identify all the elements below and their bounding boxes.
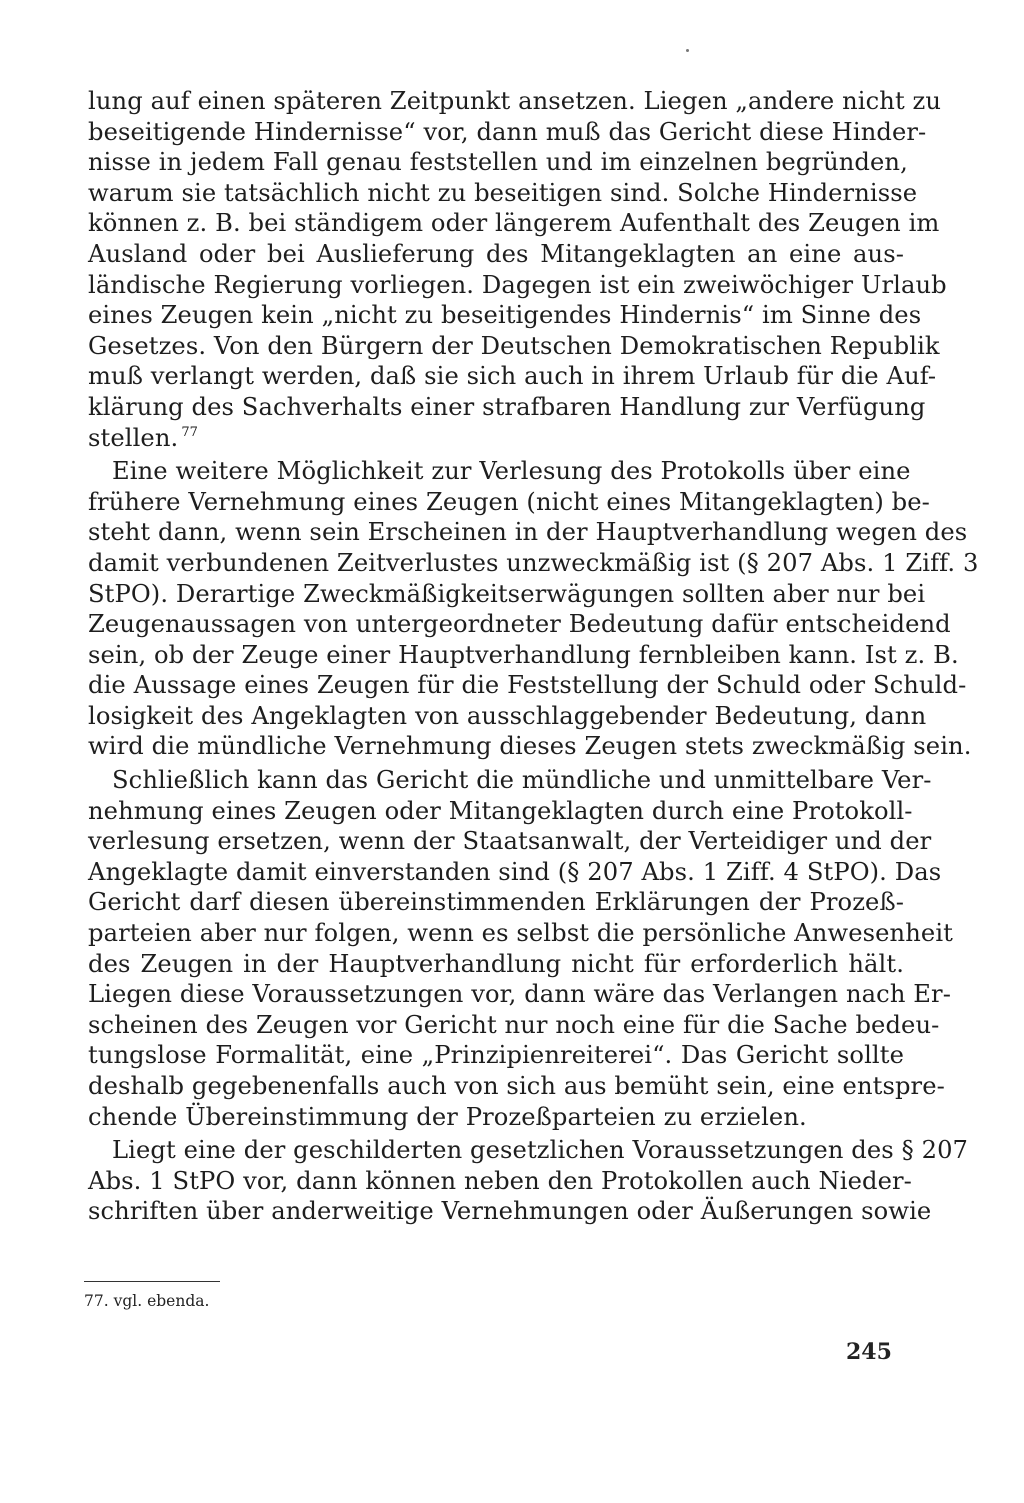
text-line: Ausland oder bei Auslieferung des Mitangeklagten an eine aus-: [88, 239, 904, 268]
text-line: klärung des Sachverhalts einer strafbaren Handlung zur Verfügung: [88, 392, 926, 421]
paragraph: [88, 86, 947, 453]
paragraph: [88, 1135, 969, 1227]
text-line: parteien aber nur folgen, wenn es selbst die persönliche Anwesenheit: [88, 919, 953, 948]
text-line: StPO). Derartige Zweckmäßigkeitserwägungen sollten aber nur bei: [88, 579, 926, 608]
text-line: ländische Regierung vorliegen. Dagegen ist ein zweiwöchiger Urlaub: [88, 270, 947, 299]
text-line: losigkeit des Angeklagten von ausschlaggebender Bedeutung, dann: [88, 701, 927, 730]
text-line: muß verlangt werden, daß sie sich auch in ihrem Urlaub für die Auf-: [88, 362, 937, 391]
text-line: die Aussage eines Zeugen für die Feststellung der Schuld oder Schuld-: [88, 671, 967, 700]
text-line: eines Zeugen kein „nicht zu beseitigendes Hindernis“ im Sinne des: [88, 301, 922, 330]
text-line: beseitigende Hindernisse“ vor, dann muß das Gericht diese Hinder-: [88, 117, 927, 146]
footnote: 77. vgl. ebenda.: [84, 1292, 210, 1310]
text-line: stellen.: [88, 423, 179, 452]
text-line: warum sie tatsächlich nicht zu beseitigen sind. Solche Hindernisse: [88, 178, 918, 207]
text-line: Liegt eine der geschilderten gesetzlichen Voraussetzungen des § 207: [112, 1136, 969, 1165]
text-line: nisse in jedem Fall genau feststellen und im einzelnen begründen,: [88, 148, 908, 177]
footnote-reference: 77: [181, 424, 199, 440]
text-line: wird die mündliche Vernehmung dieses Zeugen stets zweckmäßig sein.: [88, 732, 972, 761]
text-line: frühere Vernehmung eines Zeugen (nicht eines Mitangeklagten) be-: [88, 487, 930, 516]
text-line: steht dann, wenn sein Erscheinen in der Hauptverhandlung wegen des: [88, 518, 968, 547]
text-line: chende Übereinstimmung der Prozeßparteien zu erzielen.: [88, 1102, 807, 1131]
text-line: Gesetzes. Von den Bürgern der Deutschen Demokratischen Republik: [88, 331, 940, 360]
text-line: Angeklagte damit einverstanden sind (§ 207 Abs. 1 Ziff. 4 StPO). Das: [88, 857, 942, 886]
text-line: schriften über anderweitige Vernehmungen oder Äußerungen sowie: [88, 1197, 932, 1226]
text-line: Gericht darf diesen übereinstimmenden Erklärungen der Prozeß-: [88, 888, 904, 917]
text-line: damit verbundenen Zeitverlustes unzweckmäßig ist (§ 207 Abs. 1 Ziff. 3: [88, 548, 979, 577]
text-line: können z. B. bei ständigem oder längerem Aufenthalt des Zeugen im: [88, 209, 940, 238]
text-line: des Zeugen in der Hauptverhandlung nicht für erforderlich hält.: [88, 949, 904, 978]
paragraph: [88, 456, 979, 762]
text-line: scheinen des Zeugen vor Gericht nur noch eine für die Sache bedeu-: [88, 1010, 940, 1039]
text-line: Zeugenaussagen von untergeordneter Bedeutung dafür entscheidend: [88, 610, 951, 639]
text-line: Liegen diese Voraussetzungen vor, dann wäre das Verlangen nach Er-: [88, 980, 951, 1009]
text-line: verlesung ersetzen, wenn der Staatsanwalt, der Verteidiger und der: [88, 827, 932, 856]
text-line: deshalb gegebenenfalls auch von sich aus bemüht sein, eine entspre-: [88, 1072, 945, 1100]
text-line: nehmung eines Zeugen oder Mitangeklagten durch eine Protokoll-: [88, 796, 913, 825]
text-line: lung auf einen späteren Zeitpunkt ansetzen. Liegen „andere nicht zu: [88, 87, 942, 115]
paragraph: [88, 765, 953, 1132]
text-line: Abs. 1 StPO vor, dann können neben den Protokollen auch Nieder-: [88, 1166, 912, 1195]
text-line: sein, ob der Zeuge einer Hauptverhandlung fernbleiben kann. Ist z. B.: [88, 640, 959, 669]
print-speck: [686, 49, 689, 52]
body-text: [88, 86, 979, 1227]
page-number: 245: [846, 1339, 892, 1365]
text-line-with-ref: [88, 423, 904, 454]
text-line: tungslose Formalität, eine „Prinzipienreiterei“. Das Gericht sollte: [88, 1041, 904, 1070]
text-line: Eine weitere Möglichkeit zur Verlesung des Protokolls über eine: [112, 457, 911, 486]
footnote-rule: [84, 1281, 220, 1282]
text-line: Schließlich kann das Gericht die mündliche und unmittelbare Ver-: [112, 766, 932, 795]
